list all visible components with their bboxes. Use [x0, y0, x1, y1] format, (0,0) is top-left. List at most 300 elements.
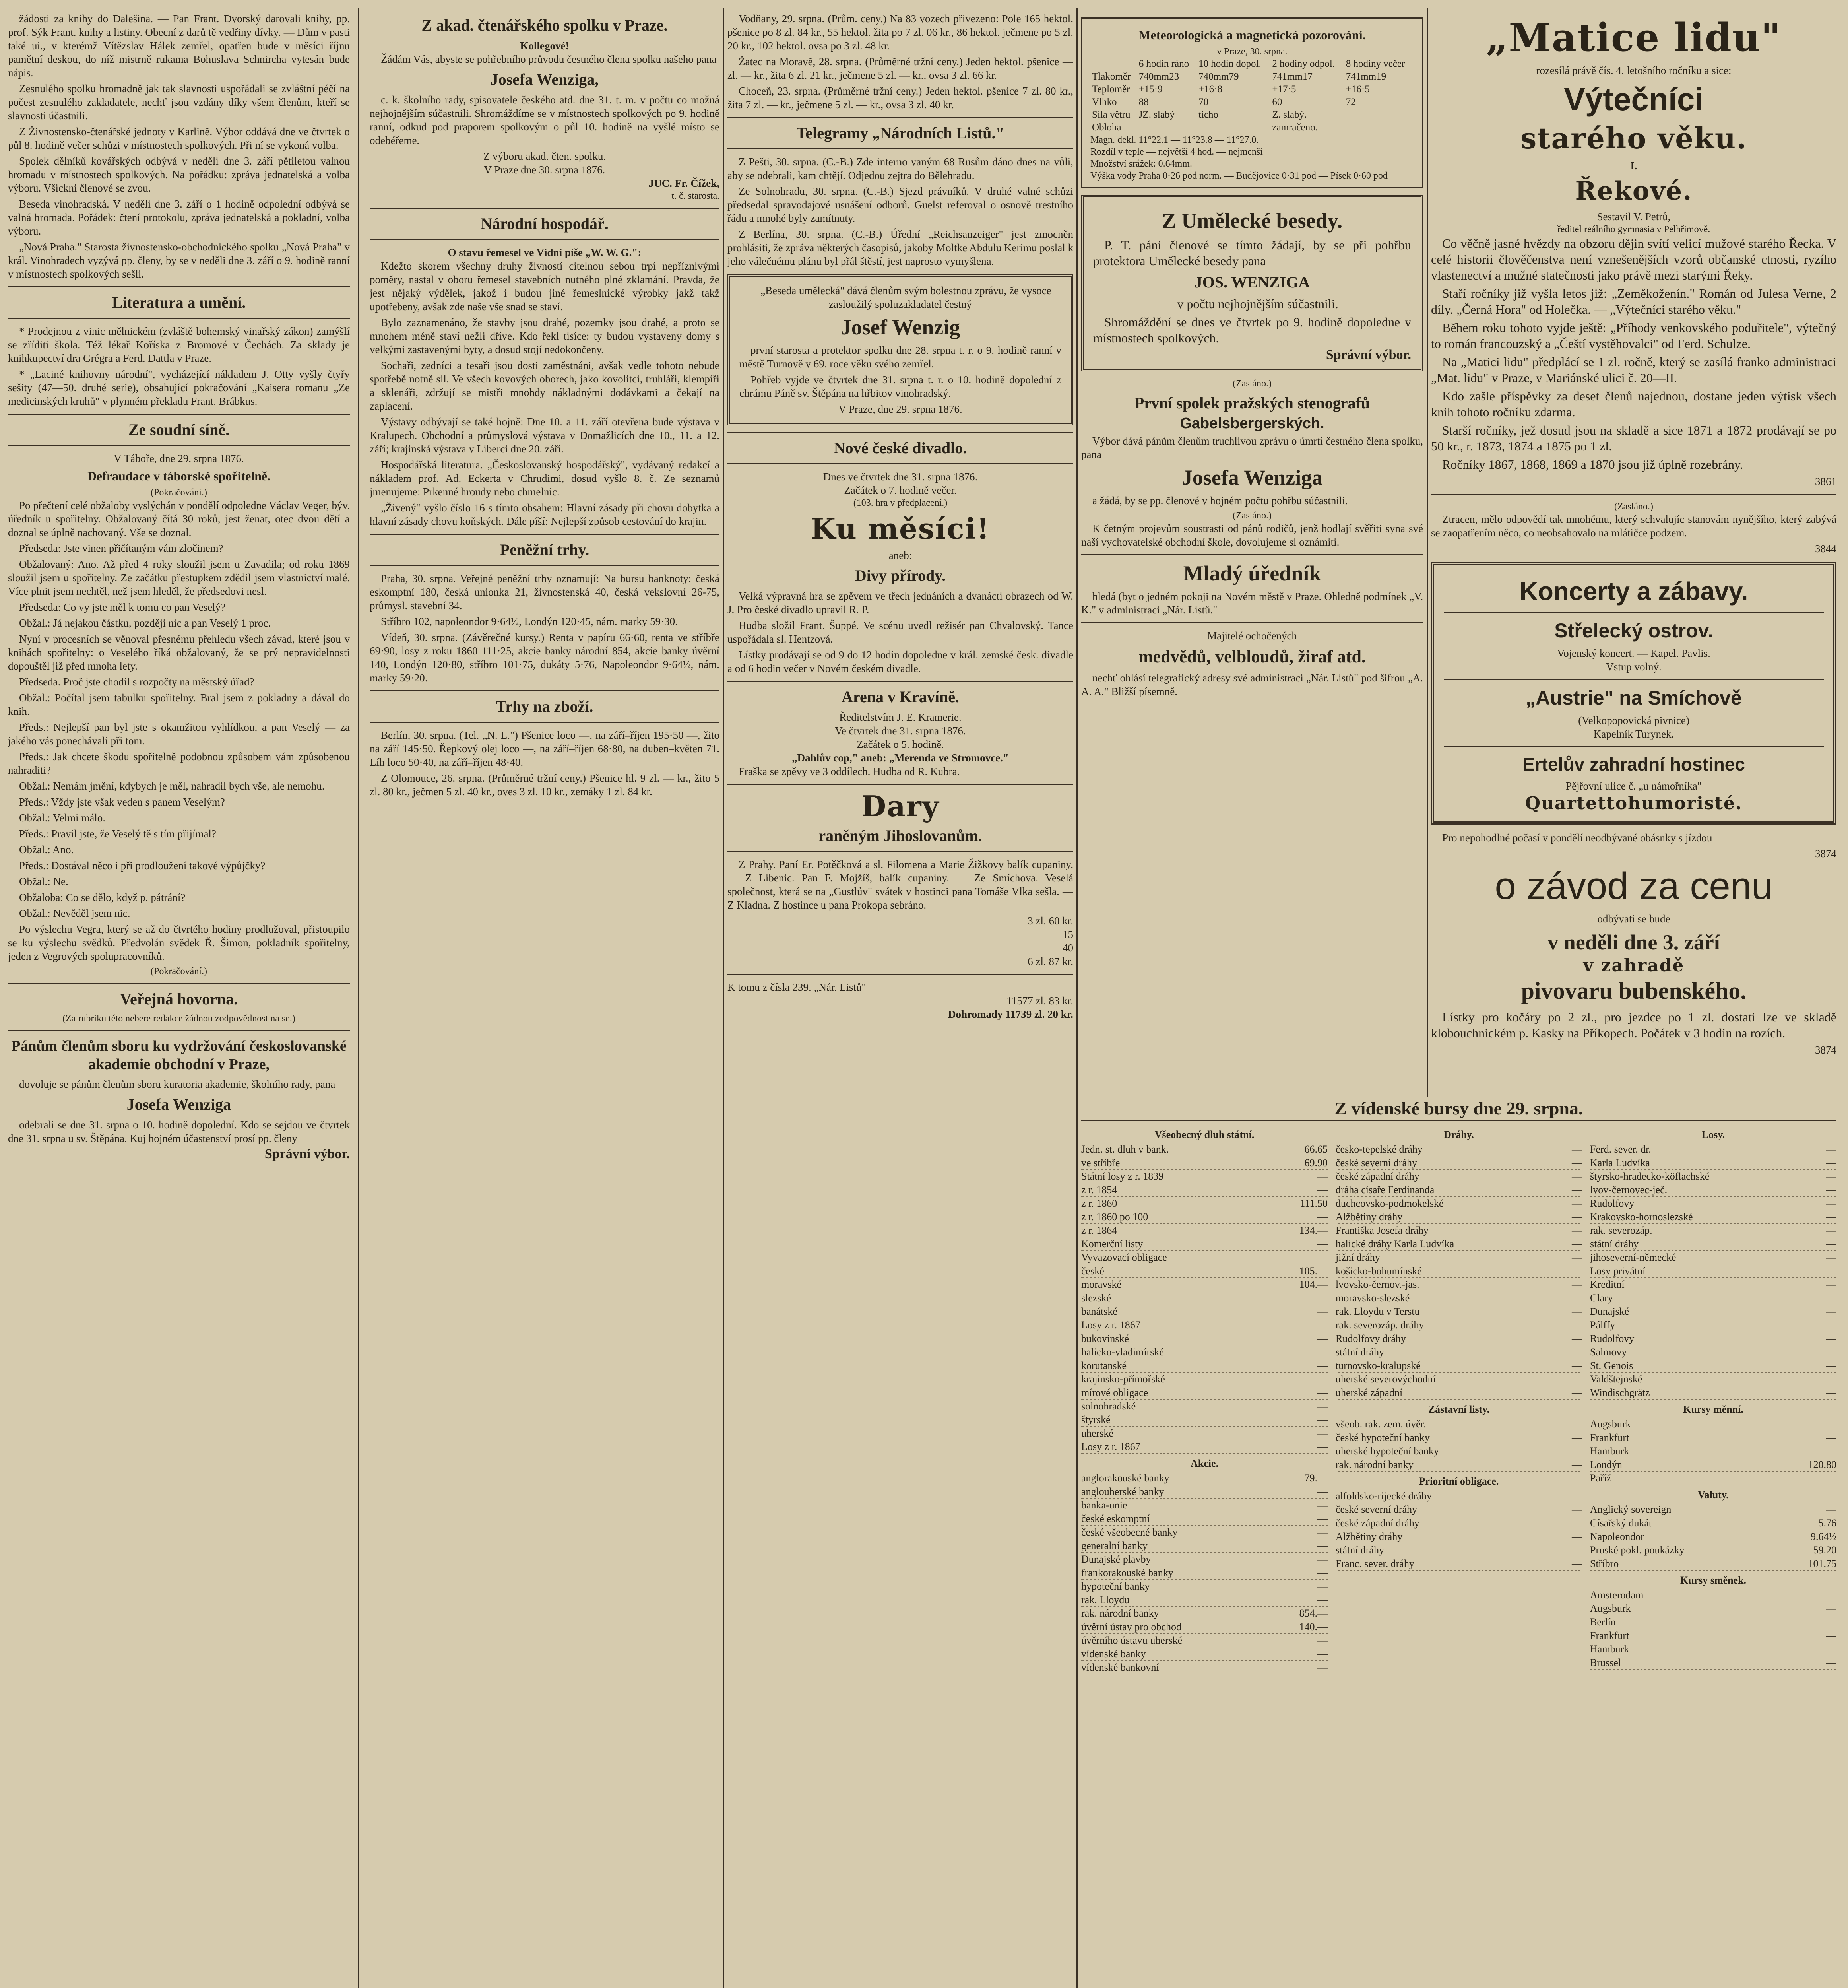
stock-name: české severní dráhy: [1336, 1504, 1418, 1515]
stock-row: [1336, 1156, 1582, 1170]
paragraph: Po výslechu Vegra, který se až do čtvrtého hodiny prodlužoval, přistoupilo se ku výslechu svědků. Předvolán svědek Ř. Šimon, pokladník spořitelny, jeden z Vegrových spolupracovníků.: [8, 923, 350, 962]
notice-title: Z Umělecké besedy.: [1162, 209, 1343, 233]
stock-name: lvovsko-černov.-jas.: [1336, 1279, 1419, 1290]
stock-row: [1590, 1472, 1836, 1485]
divider: [727, 432, 1073, 433]
divider: [8, 445, 350, 446]
stock-name: Karla Ludvíka: [1590, 1157, 1650, 1169]
weather-note: Výška vody Praha 0·26 pod norm. — Budějovice 0·31 pod — Písek 0·60 pod: [1090, 171, 1388, 181]
section-title: Telegramy „Národních Listů.": [796, 124, 1004, 142]
stock-value: —: [1572, 1373, 1582, 1385]
signature: JUC. Fr. Čížek,: [648, 177, 719, 189]
stock-row: [1336, 1530, 1582, 1543]
paragraph: c. k. školního rady, spisovatele českého atd. dne 31. t. m. v počtu co možná nejhojnějším súčastnili. Shromáždíme se v místnostech spolkových po 9. hodině ranní, odkud pod praporem spolkovým o půl 10. hodině na vyšlé místo se odebéřeme.: [370, 94, 719, 146]
table-cell: 60: [1272, 97, 1282, 107]
divider: [727, 681, 1073, 682]
stock-name: české severní dráhy: [1336, 1157, 1418, 1169]
stock-name: rak. severozáp. dráhy: [1336, 1319, 1424, 1331]
stock-name: uherské hypoteční banky: [1336, 1445, 1439, 1457]
stock-name: Dunajské plavby: [1081, 1553, 1151, 1565]
divider: [8, 286, 350, 287]
paragraph: Obžal.: Ne.: [19, 876, 68, 887]
submitted-note: (Zasláno.): [1614, 501, 1653, 512]
stock-name: vídenské bankovní: [1081, 1662, 1159, 1673]
paragraph: Z Berlína, 30. srpna. (C.-B.) Úřední „Reichsanzeiger" jest zmocněn prohlásiti, že zpráva některých časopisů, jakoby Moltke Abdulu Kerimu poslal k jeho válečnému plánu byl přál štěstí, jest naprosto vymyšlena.: [727, 228, 1073, 267]
book-author-title: ředitel reálního gymnasia v Pelhřimově.: [1557, 224, 1710, 235]
play-title: Ku měsíci!: [811, 512, 990, 546]
table-cell: [1137, 121, 1197, 134]
paragraph: Zesnulého spolku hromadně jak tak slavnosti uspořádali se zvláštní péčí na počest zesnulého zakladatele, nechť jsou vzdány díky všem členům, kteří se slavnosti účastnili.: [8, 83, 350, 122]
stock-name: Frankfurt: [1590, 1432, 1629, 1443]
amount: 40: [1063, 942, 1073, 954]
ad-number: 3844: [1815, 543, 1836, 555]
stock-row: [1590, 1588, 1836, 1602]
stock-value: —: [1826, 1346, 1836, 1358]
start-time: Začátek o 7. hodině večer.: [844, 484, 957, 496]
grand-total: Dohromady 11739 zl. 20 kr.: [948, 1008, 1073, 1020]
stock-row: [1336, 1143, 1582, 1156]
stock-value: —: [1572, 1198, 1582, 1209]
paragraph: dovoluje se pánům členům sboru kuratoria akademie, školního rady, pana: [19, 1078, 335, 1090]
stock-row: [1590, 1318, 1836, 1332]
play-title: „Dahlův cop," aneb: „Merenda ve Stromovce.": [792, 752, 1009, 764]
ad-title: medvědů, velbloudů, žiraf atd.: [1138, 647, 1366, 666]
stock-row: [1590, 1210, 1836, 1224]
stock-value: —: [1572, 1252, 1582, 1263]
stock-value: —: [1826, 1387, 1836, 1398]
stock-value: —: [1826, 1198, 1836, 1209]
venue-title: „Austrie" na Smíchově: [1526, 687, 1742, 709]
ad-number: 3874: [1815, 1044, 1836, 1056]
stock-name: Losy z r. 1867: [1081, 1441, 1140, 1452]
play-subtitle: Divy přírody.: [855, 567, 946, 584]
paragraph: Obžal.: Počítal jsem tabulku spořitelny. Bral jsem z pokladny a dával do knih.: [8, 692, 350, 717]
stock-row: [1081, 1345, 1328, 1359]
stock-value: 140.—: [1299, 1621, 1328, 1633]
submitted-note: (Zasláno.): [1233, 379, 1272, 389]
paragraph: Stříbro 102, napoleondor 9·64½, Londýn 120·45, nám. marky 59·30.: [381, 615, 678, 627]
stock-value: —: [1317, 1414, 1328, 1425]
stock-row: [1081, 1386, 1328, 1400]
stock-name: z r. 1864: [1081, 1225, 1117, 1236]
table-header: 6 hodin ráno: [1138, 58, 1189, 69]
stock-name: Vyvazovací obligace: [1081, 1252, 1167, 1263]
paragraph: * Prodejnou z vinic mělnickém (zvláště bohemský vinařský zákon) zamýšlí se zříditi škola. Též lékař Koříska z Bromové v Čechách. Za sklady je knihkupectví dra Grégra a Ferd. Dattla v Praze.: [8, 325, 350, 364]
stock-row: [1336, 1197, 1582, 1210]
stock-value: —: [1317, 1553, 1328, 1565]
table-row: [1090, 70, 1414, 83]
stock-row: [1590, 1305, 1836, 1318]
stock-row: [1336, 1386, 1582, 1400]
stock-value: 105.—: [1299, 1265, 1328, 1277]
paragraph: Po přečtení celé obžaloby vyslýchán v pondělí odpoledne Václav Veger, býv. úředník u spořitelny. Obžalovaný čítá 30 roků, jest ženat, otec dvou dětí a doznal se úplně nachovaný. Vše se doznal.: [8, 499, 350, 538]
article-title: O stavu řemesel ve Vídni píše „W. W. G.":: [448, 247, 642, 258]
stock-row: [1081, 1620, 1328, 1634]
divider: [1444, 679, 1824, 680]
stock-name: Brussel: [1590, 1657, 1621, 1668]
column-rule: [358, 8, 359, 1988]
weather-box: [1081, 17, 1423, 188]
paragraph: Obžal.: Nevěděl jsem nic.: [19, 907, 130, 919]
paragraph: žádosti za knihy do Dalešina. — Pan Frant. Dvorský darovali knihy, pp. prof. Sýk Frant. knihy a listiny. Obecní z darů tě vedřiny dívky. — Dům v pasti také ui., v kterémž Vítězslav Hálek zemřel, opatřen bude v měsíci říjnu pamětní deskou, do níž mistrně rukama Bohuslava Schnircha vytesán bude nápis.: [8, 13, 350, 79]
stock-row: [1336, 1489, 1582, 1503]
stock-value: —: [1572, 1432, 1582, 1443]
section-title: Arena v Kravíně.: [842, 688, 959, 706]
stock-name: vídenské banky: [1081, 1648, 1146, 1660]
stock-row: [1590, 1602, 1836, 1615]
venue-program: Quartettohumoristé.: [1525, 793, 1743, 813]
paragraph: Kdežto skorem všechny druhy živností citelnou sebou trpí nepříznivými poměry, nastal v oboru řemesel stavebních nutného plné zklamání. Pravda, že jest nějaký výdělek, jakož i budou jiné řemeslnické výrobky jakž takž upotřebeny, avšak zde naše vše snad se staví.: [370, 260, 719, 313]
paragraph: Berlín, 30. srpna. (Tel. „N. L.") Pšenice loco —, na září–říjen 195·50 —, žito na září 145·50. Řepkový olej loco —, na září–říjen 68·80, na duben–květen 71. Líh loco 50·40, na září–říjen 48·40.: [370, 729, 719, 768]
stock-row: [1590, 1359, 1836, 1373]
stock-name: halicko-vladimírské: [1081, 1346, 1164, 1358]
paragraph: „Nová Praha." Starosta živnostensko-obchodnického spolku „Nová Praha" v král. Vinohradech vyzývá pp. členy, by se v neděli dne 3. září o 9. hodině ranní v místnostech spolkových sešli.: [8, 241, 350, 280]
stock-name: bukovinské: [1081, 1333, 1129, 1344]
stock-group-title: Akcie.: [1190, 1458, 1219, 1469]
paragraph: Spolek dělníků kovářských odbývá v neděli dne 3. září pětiletou valnou hromadu v místnostech spolkových. Na pořádku: zpráva jednatelská a volba výboru. Všickni členové se zvou.: [8, 155, 350, 194]
notice-title: Z akad. čtenářského spolku v Praze.: [421, 16, 668, 34]
section-title: Trhy na zboží.: [496, 697, 593, 715]
stock-row: [1081, 1237, 1328, 1251]
stock-row: [1590, 1530, 1836, 1543]
paragraph: Ze Solnohradu, 30. srpna. (C.-B.) Sjezd právníků. V druhé valné schůzi předsedal spravodajové usnášení odborů. Guelst referoval o osnově trestního řádu a mnohé byly zamítnuty.: [727, 185, 1073, 224]
paragraph: Beseda vinohradská. V neděli dne 3. září o 1 hodině odpolední odbývá se valná hromada. Pořádek: čtení protokolu, zpráva jednatelská a pokladní, volba výboru.: [8, 198, 350, 237]
stock-row: [1081, 1580, 1328, 1593]
stock-name: Komerční listy: [1081, 1238, 1143, 1250]
stock-value: —: [1572, 1531, 1582, 1542]
stock-value: —: [1572, 1517, 1582, 1529]
stock-row: [1336, 1170, 1582, 1183]
stock-value: —: [1826, 1319, 1836, 1331]
stock-value: 120.80: [1808, 1459, 1836, 1470]
divider: [1444, 746, 1824, 747]
divider: [1081, 554, 1423, 555]
stock-row: [1081, 1170, 1328, 1183]
stock-name: české hypoteční banky: [1336, 1432, 1430, 1443]
stock-row: [1081, 1526, 1328, 1539]
table-cell: [1344, 109, 1414, 121]
amount: 6 zl. 87 kr.: [1028, 955, 1073, 967]
stock-name: státní dráhy: [1336, 1544, 1385, 1556]
stock-row: [1081, 1400, 1328, 1413]
stock-row: [1081, 1224, 1328, 1237]
section-title: Literatura a umění.: [112, 293, 246, 311]
stock-value: —: [1572, 1504, 1582, 1515]
stock-value: —: [1317, 1387, 1328, 1398]
stock-value: —: [1572, 1418, 1582, 1430]
stock-row: [1081, 1183, 1328, 1197]
stock-value: 79.—: [1304, 1472, 1328, 1484]
table-row: [1090, 121, 1414, 134]
stock-name: české: [1081, 1265, 1104, 1277]
stock-value: —: [1572, 1490, 1582, 1502]
stock-row: [1081, 1210, 1328, 1224]
stock-row: [1081, 1539, 1328, 1553]
table-cell: 741mm17: [1272, 71, 1313, 82]
stock-value: —: [1572, 1157, 1582, 1169]
stock-name: Frankfurt: [1590, 1630, 1629, 1641]
stock-name: Valdštejnské: [1590, 1373, 1642, 1385]
stock-value: 5.76: [1818, 1517, 1836, 1529]
column-3: [727, 12, 1073, 1988]
stock-name: moravsko-slezské: [1336, 1292, 1410, 1304]
stock-value: —: [1572, 1211, 1582, 1223]
notice-title: Pánům členům sboru ku vydržování českoslovanské akademie obchodní v Praze,: [11, 1038, 347, 1073]
stock-row: [1081, 1427, 1328, 1440]
paragraph: Obžal.: Já nejakou částku, později nic a pan Veselý 1 proc.: [19, 617, 271, 629]
paragraph: Z Olomouce, 26. srpna. (Průměrné tržní ceny.) Pšenice hl. 9 zl. — kr., žito 5 zl. 80 kr., ječmen 5 zl. 40 kr., oves 3 zl. 10 kr., zemáky 1 zl. 84 kr.: [370, 772, 719, 798]
stock-row: [1081, 1499, 1328, 1512]
dateline: V Praze dne 30. srpna 1876.: [484, 164, 605, 176]
stock-value: —: [1317, 1635, 1328, 1646]
column-rule: [723, 8, 724, 1988]
stock-value: —: [1572, 1459, 1582, 1470]
book-author: Sestavil V. Petrů,: [1597, 211, 1671, 223]
stock-row: [1590, 1224, 1836, 1237]
stock-row: [1081, 1566, 1328, 1580]
table-row: [1090, 96, 1414, 109]
stock-name: Augsburk: [1590, 1418, 1631, 1430]
stock-value: —: [1826, 1292, 1836, 1304]
stock-name: české západní dráhy: [1336, 1171, 1419, 1182]
stock-row: [1081, 1291, 1328, 1305]
stock-value: —: [1826, 1211, 1836, 1223]
director: Ředitelstvím J. E. Kramerie.: [839, 711, 962, 723]
table-header: 10 hodin dopol.: [1198, 58, 1261, 69]
stock-name: Stříbro: [1590, 1558, 1619, 1569]
paragraph: Starší ročníky, jež dosud jsou na skladě a sice 1871 a 1872 prodávají se po 50 kr., r. 1873, 1874 a 1875 po 1 zl.: [1431, 423, 1836, 453]
weather-title: Meteorologická a magnetická pozorování.: [1138, 28, 1366, 42]
stock-name: úvěrní ústav pro obchod: [1081, 1621, 1182, 1633]
stock-row: [1590, 1291, 1836, 1305]
stock-name: české eskomptní: [1081, 1513, 1150, 1524]
table-cell: JZ. slabý: [1138, 109, 1175, 120]
stock-value: —: [1572, 1184, 1582, 1196]
stock-name: Rudolfovy dráhy: [1336, 1333, 1406, 1344]
stock-name: české všeobecné banky: [1081, 1526, 1178, 1538]
divider: [8, 414, 350, 415]
signature: Z výboru akad. čten. spolku.: [483, 150, 606, 162]
stock-name: moravské: [1081, 1279, 1122, 1290]
stock-value: —: [1826, 1445, 1836, 1457]
stock-row: [1590, 1458, 1836, 1472]
divider: [370, 534, 719, 535]
table-cell: ticho: [1198, 109, 1219, 120]
stock-row: [1081, 1305, 1328, 1318]
ad-date: v neděli dne 3. září: [1547, 930, 1720, 954]
paragraph: Výstavy odbývají se také hojně: Dne 10. a 11. září otevřena bude výstava v Kralupech. Obchodní a průmyslová výstava v Domažlicích dne 10., 11. a 12. září; krajinská výstava v Liberci dne 20. září.: [370, 416, 719, 455]
paragraph: Z Pešti, 30. srpna. (C.-B.) Zde interno vaným 68 Rusům dáno dnes na vůli, aby se odebrali, kam chtějí. Odjedou zejtra do Bělehradu.: [727, 156, 1073, 181]
stock-value: —: [1317, 1662, 1328, 1673]
paragraph: „Živený" vyšlo číslo 16 s tímto obsahem: Hlavní zásady při chovu dobytka a hlavní zásady chovu koňských. Dále píší: Nejlepší způsob cestování do krajin.: [370, 502, 719, 527]
table-cell: Vlhko: [1092, 97, 1117, 107]
stock-value: —: [1826, 1143, 1836, 1155]
paragraph: Hospodářská literatura. „Českoslovanský hospodářský", vydávaný redakcí a nákladem prof. Ad. Eckerta v Chrudimi, dosud vyšlo 8. č. Ze seznamů jmenujeme: Prkenné hroudy nebo chmelnic.: [370, 459, 719, 498]
stock-row: [1590, 1386, 1836, 1400]
stock-row: [1590, 1642, 1836, 1656]
ad-subtitle: rozesílá právě čís. 4. letošního ročníku a sice:: [1536, 64, 1732, 76]
obituary-box: [727, 274, 1073, 425]
section-title: Národní hospodář.: [481, 215, 609, 233]
paragraph: Lístky pro kočáry po 2 zl., pro jezdce po 1 zl. dostati lze ve skladě klobouchnickém p. Kasky na Příkopech. Počátek v 3 hodin na rozích.: [1431, 1010, 1836, 1040]
stock-row: [1081, 1373, 1328, 1386]
stock-value: —: [1317, 1513, 1328, 1524]
stock-name: Anglický sovereign: [1590, 1504, 1672, 1515]
paragraph: Na „Matici lidu" předplácí se 1 zl. ročně, který se zasílá franko administraci „Mat. lidu" v Praze, v Mariánské ulici č. 20—II.: [1431, 355, 1836, 385]
column-4: [1081, 12, 1423, 1093]
table-cell: +16·5: [1346, 84, 1370, 95]
stock-row: [1590, 1557, 1836, 1571]
paragraph: Staří ročníky již vyšla letos již: „Zeměkoženín." Román od Julesa Verne, 2 díly. „Černá Hora" od Holečka. — „Výtečníci starého věku.": [1431, 286, 1836, 316]
column-2: [370, 12, 719, 1988]
stock-name: Paříž: [1590, 1472, 1611, 1484]
stock-name: dráha císaře Ferdinanda: [1336, 1184, 1435, 1196]
stock-row: [1081, 1197, 1328, 1210]
book-title: Řekové.: [1575, 176, 1693, 206]
stock-row: [1590, 1656, 1836, 1670]
venue-title: Střelecký ostrov.: [1554, 619, 1713, 642]
stock-name: halické dráhy Karla Ludvíka: [1336, 1238, 1454, 1250]
stock-name: krajinsko-přímořské: [1081, 1373, 1165, 1385]
stock-name: státní dráhy: [1336, 1346, 1385, 1358]
stock-name: Kreditní: [1590, 1279, 1625, 1290]
paragraph: Sochaři, zedníci a tesaři jsou dosti zaměstnáni, avšak vedle tohoto nebude spotřebě notně sil. Ve všech kovových oborech, jako kovolitci, truhláři, klempíři a sklenáři, zdržují se mistři mnohdy nákladnými dodávkami a čekají na zaplacení.: [370, 359, 719, 412]
stock-row: [1336, 1503, 1582, 1516]
stock-group-title: Kursy směnek.: [1680, 1574, 1747, 1586]
stock-value: —: [1317, 1373, 1328, 1385]
table-cell: Teploměr: [1092, 84, 1130, 95]
ad-title: o závod za cenu: [1495, 865, 1773, 907]
article-title: Defraudace v táborské spořitelně.: [87, 469, 271, 483]
stock-row: [1336, 1291, 1582, 1305]
table-cell: 741mm19: [1346, 71, 1386, 82]
stock-row: [1590, 1629, 1836, 1642]
stock-row: [1336, 1251, 1582, 1264]
stock-name: Salmovy: [1590, 1346, 1627, 1358]
stock-value: —: [1317, 1400, 1328, 1412]
stock-row: [1336, 1210, 1582, 1224]
paragraph: Lístky prodávají se od 9 do 12 hodin dopoledne v král. zemské česk. divadle a od 6 hodin večer v Novém českém divadle.: [727, 649, 1073, 674]
stock-value: —: [1572, 1279, 1582, 1290]
stock-value: 59.20: [1813, 1544, 1836, 1556]
stock-row: [1336, 1237, 1582, 1251]
paragraph: Výbor dává pánům členům truchlivou zprávu o úmrtí čestného člena spolku, pana: [1081, 435, 1423, 460]
stock-row: [1590, 1503, 1836, 1516]
stock-name: z r. 1860: [1081, 1198, 1117, 1209]
stock-name: Franc. sever. dráhy: [1336, 1558, 1414, 1569]
stock-name: banátské: [1081, 1306, 1117, 1317]
stock-value: —: [1317, 1360, 1328, 1371]
stock-value: —: [1317, 1540, 1328, 1551]
stock-row: [1336, 1345, 1582, 1359]
stock-name: Londýn: [1590, 1459, 1622, 1470]
stock-value: 9.64½: [1811, 1531, 1836, 1542]
table-cell: +16·8: [1198, 84, 1222, 95]
stock-name: St. Genois: [1590, 1360, 1633, 1371]
stock-row: [1081, 1661, 1328, 1674]
paragraph: P. T. páni členové se tímto žádají, by se při pohřbu protektora Umělecké besedy pana: [1093, 238, 1411, 268]
divider: [8, 318, 350, 319]
paragraph: Z Živnostensko-čtenářské jednoty v Karlině. Výbor oddává dne ve čtvrtek o půl 8. hodině večer schůzi v místnostech spolkových. Při ní se vykoná volba.: [8, 126, 350, 151]
stock-group-title: Všeobecný dluh státní.: [1154, 1129, 1255, 1140]
table-cell: zamračeno.: [1272, 122, 1318, 133]
paragraph: Praha, 30. srpna. Veřejné peněžní trhy oznamují: Na bursu banknoty: česká eskomptní 180, česká unionka 21, živnostenská 40, česká vekslovní 26-75, průmysl. stavební 34.: [370, 573, 719, 612]
stock-row: [1081, 1359, 1328, 1373]
stock-name: alfoldsko-rijecké dráhy: [1336, 1490, 1432, 1502]
paragraph: Hudba složil Frant. Šuppé. Ve scénu uvedl režisér pan Chvalovský. Tance uspořádala sl. Hentzová.: [727, 619, 1073, 645]
table-cell: +15·9: [1138, 84, 1163, 95]
paragraph: * „Laciné knihovny národní", vycházející nákladem J. Otty vyšly čtyřy sešity (47—50. druhé serie), obsahující pokračování „Kaisera romanu „Ze medicinských kruhů" v plynném překladu Frant. Brábkus.: [8, 368, 350, 407]
stock-group-title: Zástavní listy.: [1428, 1404, 1490, 1415]
dateline: V Praze, dne 29. srpna 1876.: [838, 403, 962, 415]
stock-row: [1081, 1440, 1328, 1454]
ad-pretitle: Majitelé ochočených: [1207, 630, 1297, 642]
notice-salutation: Kollegové!: [520, 40, 569, 52]
divider: [370, 208, 719, 209]
stock-name: Clary: [1590, 1292, 1613, 1304]
stock-name: Losy z r. 1867: [1081, 1319, 1140, 1331]
stock-row: [1590, 1264, 1836, 1278]
stock-value: —: [1572, 1360, 1582, 1371]
stock-row: [1081, 1647, 1328, 1661]
stock-row: [1336, 1278, 1582, 1291]
paragraph: Žádám Vás, abyste se pohřebního průvodu čestného člena spolku našeho pana: [381, 53, 717, 65]
signature: Správní výbor.: [264, 1147, 350, 1161]
stock-value: —: [1826, 1657, 1836, 1668]
stock-name: uherské západní: [1336, 1387, 1403, 1398]
stock-row: [1590, 1373, 1836, 1386]
stock-exchange-section: [1081, 1097, 1836, 1988]
stock-row: [1590, 1615, 1836, 1629]
stock-value: —: [1317, 1567, 1328, 1578]
weather-note: Rozdíl v teple — největší 4 hod. — nejmenší: [1090, 147, 1263, 157]
dateline: Ve čtvrtek dne 31. srpna 1876.: [835, 725, 966, 737]
stock-row: [1590, 1251, 1836, 1264]
stock-row: [1336, 1516, 1582, 1530]
stock-row: [1590, 1345, 1836, 1359]
notice-subtitle: Gabelsbergerských.: [1180, 415, 1324, 432]
stock-row: [1590, 1431, 1836, 1444]
paragraph: Co věčně jasné hvězdy na obzoru dějin svítí velicí mužové starého Řecka. V celé historii člověčenstva není vznešenějších vzorů občanské ctnosti, ryzího vlastenectví a mužné statečnosti jako právě mezi starými Řeky.: [1431, 236, 1836, 282]
stock-name: úvěrního ústavu uherské: [1081, 1635, 1183, 1646]
continuation-note: (Pokračování.): [151, 487, 207, 498]
book-title: Výtečníci: [1564, 82, 1704, 117]
stock-name: ve stříbře: [1081, 1157, 1120, 1169]
stock-value: —: [1317, 1427, 1328, 1439]
stock-value: —: [1317, 1486, 1328, 1497]
paragraph: Kdo zašle příspěvky za deset členů najednou, dostane jeden výtisk všech knih tohoto ročníku zdarma.: [1431, 389, 1836, 419]
table-cell: Obloha: [1092, 122, 1121, 133]
stock-name: frankorakouské banky: [1081, 1567, 1173, 1578]
paragraph: Obžal.: Ano.: [19, 844, 74, 856]
stock-value: —: [1826, 1603, 1836, 1614]
stock-row: [1590, 1543, 1836, 1557]
table-cell: Síla větru: [1092, 109, 1131, 120]
stock-name: Ferd. sever. dr.: [1590, 1143, 1651, 1155]
stock-name: štyrské: [1081, 1414, 1111, 1425]
stock-column: [1336, 1125, 1582, 1674]
divider: [8, 1030, 350, 1031]
stock-name: lvov-černovec-ječ.: [1590, 1184, 1668, 1196]
amount: 15: [1063, 928, 1073, 940]
dateline: Dnes ve čtvrtek dne 31. srpna 1876.: [823, 471, 978, 483]
stock-row: [1336, 1417, 1582, 1431]
stock-value: —: [1572, 1544, 1582, 1556]
stock-column: [1590, 1125, 1836, 1674]
stock-name: Císařský dukát: [1590, 1517, 1652, 1529]
table-row: [1090, 83, 1414, 96]
stock-value: —: [1572, 1346, 1582, 1358]
